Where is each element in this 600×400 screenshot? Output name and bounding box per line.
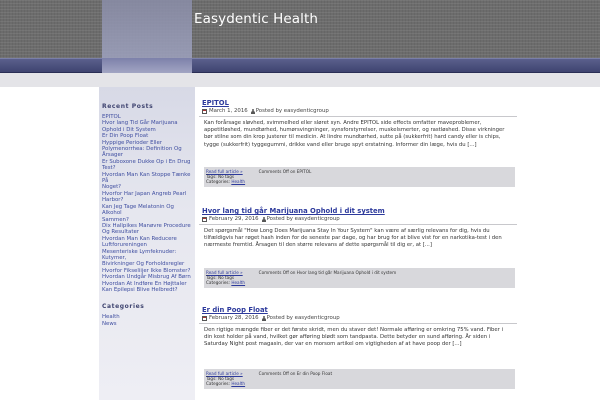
recent-post-link[interactable]: Og Resultater bbox=[102, 229, 139, 236]
post-author: Posted by easydenticgroup bbox=[255, 108, 329, 114]
post-date: February 29, 2016 bbox=[209, 216, 259, 222]
recent-post-link[interactable]: EPITOL bbox=[102, 114, 121, 120]
post-author: Posted by easydenticgroup bbox=[266, 216, 340, 222]
post-date: February 28, 2016 bbox=[209, 315, 259, 321]
category-link[interactable]: Health bbox=[231, 280, 246, 285]
post-meta bbox=[202, 216, 517, 222]
recent-post-link[interactable]: Hvorfor Fikseliijer Ikke Blomster? bbox=[102, 267, 191, 274]
calendar-icon bbox=[202, 109, 207, 114]
post-footer bbox=[204, 167, 515, 187]
post-divider bbox=[199, 323, 517, 324]
post-tags: Tags: No tags bbox=[206, 376, 235, 381]
recent-post-link[interactable]: Sammen? bbox=[102, 216, 129, 223]
read-more-link[interactable]: Read full article » bbox=[206, 371, 243, 376]
post bbox=[199, 207, 517, 250]
recent-post-link[interactable]: Harbor? bbox=[102, 197, 124, 204]
category-link-news[interactable]: News bbox=[102, 320, 117, 327]
post-categories bbox=[206, 381, 513, 386]
post bbox=[199, 99, 517, 149]
calendar-icon bbox=[202, 217, 207, 222]
content-top-band bbox=[0, 73, 600, 87]
category-link[interactable]: Health bbox=[231, 381, 246, 386]
recent-post-link[interactable]: Hvordan At Indføre En Højttaler bbox=[102, 280, 187, 287]
post-divider bbox=[199, 116, 517, 117]
recent-post-link[interactable]: Mesenteriske Lymfeknuder: Kutymer, bbox=[102, 248, 177, 261]
recent-post-link[interactable]: Er Din Poop Float bbox=[102, 133, 149, 140]
post-categories bbox=[206, 280, 513, 285]
site-header bbox=[0, 0, 600, 58]
site-title[interactable]: Easydentic Health bbox=[194, 11, 319, 27]
post-footer bbox=[204, 369, 515, 389]
categories-label: Categories: bbox=[206, 179, 230, 184]
post-title-link[interactable]: Er din Poop Float bbox=[202, 306, 268, 314]
post-tags: Tags: No tags bbox=[206, 275, 235, 280]
post-excerpt: Kan forårsage sløvhed, svimmelhed eller sløret syn. Andre EPITOL side effects omfatter maveproblemer, appetitløshed, mundtørhed, humørsvingninger, synsforstyrrelser, muskelsmerter, og rastløshed. Disse virkninger bør stilne som din krop justerer til medicin. At lindre mundtørhed, sutte på (sukkerfrit) hard candy eller is chips, tygge (sukkerfrit) tyggegummi, drikke vand eller bruge spyt erstatning. Informer din læge, hvis du [...] bbox=[204, 120, 505, 148]
post-title-link[interactable]: EPITOL bbox=[202, 99, 229, 107]
recent-post-link[interactable]: Kan Epilepsi Blive Helbredt? bbox=[102, 286, 178, 293]
categories-heading: Categories bbox=[102, 303, 145, 311]
recent-post-link[interactable]: Luftforureningen bbox=[102, 242, 147, 249]
recent-post-link[interactable]: Hvordan Man Kan Reducere bbox=[102, 235, 177, 242]
comments-link[interactable]: Comments Off on Hvor lang tid går Marijuana Ophold i dit system bbox=[258, 270, 397, 275]
recent-post-link[interactable]: Ophold i Dit System bbox=[102, 126, 156, 133]
sidebar bbox=[99, 87, 195, 400]
recent-posts-list bbox=[102, 114, 192, 293]
calendar-icon bbox=[202, 316, 207, 321]
post-categories bbox=[206, 179, 513, 184]
nav-bar bbox=[0, 58, 600, 73]
recent-post-link[interactable]: Hvor lang Tid Går Marijuana bbox=[102, 120, 178, 127]
recent-post-link[interactable]: Bivirkninger Og Forholdsregler bbox=[102, 261, 185, 268]
post-meta bbox=[202, 108, 517, 114]
recent-posts-heading: Recent Posts bbox=[102, 103, 154, 110]
category-link[interactable]: Health bbox=[231, 179, 246, 184]
categories-label: Categories: bbox=[206, 381, 230, 386]
main-content bbox=[199, 87, 517, 400]
post-meta bbox=[202, 315, 517, 321]
header-accent-panel bbox=[102, 0, 192, 58]
categories-label: Categories: bbox=[206, 280, 230, 285]
recent-post-link[interactable]: Dix Hallpikes Manøvre Procedure bbox=[102, 222, 191, 229]
post bbox=[199, 306, 517, 349]
read-more-link[interactable]: Read full article » bbox=[206, 169, 243, 174]
recent-post-link[interactable]: Kan Jeg Tage Melatonin Og Alkohol bbox=[102, 203, 174, 217]
post-divider bbox=[199, 224, 517, 225]
post-excerpt: Det spørgsmål "How Long Does Marijuana Stay In Your System" kan være af særlig relevans for dig, hvis du tilfældigvis har røget hash inden for de seneste par dage, og har brug for at blive vist for en narkotika-test i den nærmeste fremtid. Årsagen til den større relevans af dette spørgsmål til dig er, at [...] bbox=[204, 228, 502, 249]
recent-post-link[interactable]: Årsager bbox=[102, 152, 123, 159]
recent-post-link[interactable]: Hyppige Perioder Eller bbox=[102, 139, 163, 146]
recent-post-link[interactable]: Hvorfor Har Japan Angreb Pearl bbox=[102, 190, 187, 197]
read-more-link[interactable]: Read full article » bbox=[206, 270, 243, 275]
right-margin bbox=[517, 87, 600, 400]
recent-post-link[interactable]: Polymenorrhea: Definition Og bbox=[102, 146, 182, 153]
user-icon bbox=[262, 217, 266, 222]
user-icon bbox=[251, 109, 255, 114]
comments-link[interactable]: Comments Off on Er din Poop Float bbox=[258, 371, 333, 376]
recent-post-link[interactable]: Noget? bbox=[102, 184, 122, 191]
post-tags: Tags: No tags bbox=[206, 174, 235, 179]
recent-post-link[interactable]: Hvordan Man Kan Stoppe Tænke På bbox=[102, 171, 191, 185]
post-date: March 1, 2016 bbox=[209, 108, 248, 114]
recent-post-link[interactable]: Hvordan Undgår Misbrug Af Børn bbox=[102, 274, 191, 281]
recent-post-link[interactable]: Er Suboxone Dukke Op i En Drug bbox=[102, 158, 191, 165]
user-icon bbox=[262, 316, 266, 321]
post-excerpt: Den rigtige mængde fiber er det første skridt, men du staver det! Normale afføring er omkring 75% vand. Fiber i din kost holder på vand, hvilket gør afføring blødt som tandpasta. Dette betyder en sund afføring. År siden i Saturday Night post magasin, der var en morsom artikel om vigtigheden af at have poop der [...] bbox=[204, 327, 503, 348]
post-author: Posted by easydenticgroup bbox=[266, 315, 340, 321]
category-link-health[interactable]: Health bbox=[102, 314, 120, 321]
comments-link[interactable]: Comments Off on EPITOL bbox=[258, 169, 312, 174]
categories-list bbox=[102, 314, 192, 327]
post-footer bbox=[204, 268, 515, 288]
post-title-link[interactable]: Hvor lang tid går Marijuana Ophold i dit system bbox=[202, 207, 385, 215]
recent-post-link[interactable]: Test? bbox=[102, 165, 116, 172]
